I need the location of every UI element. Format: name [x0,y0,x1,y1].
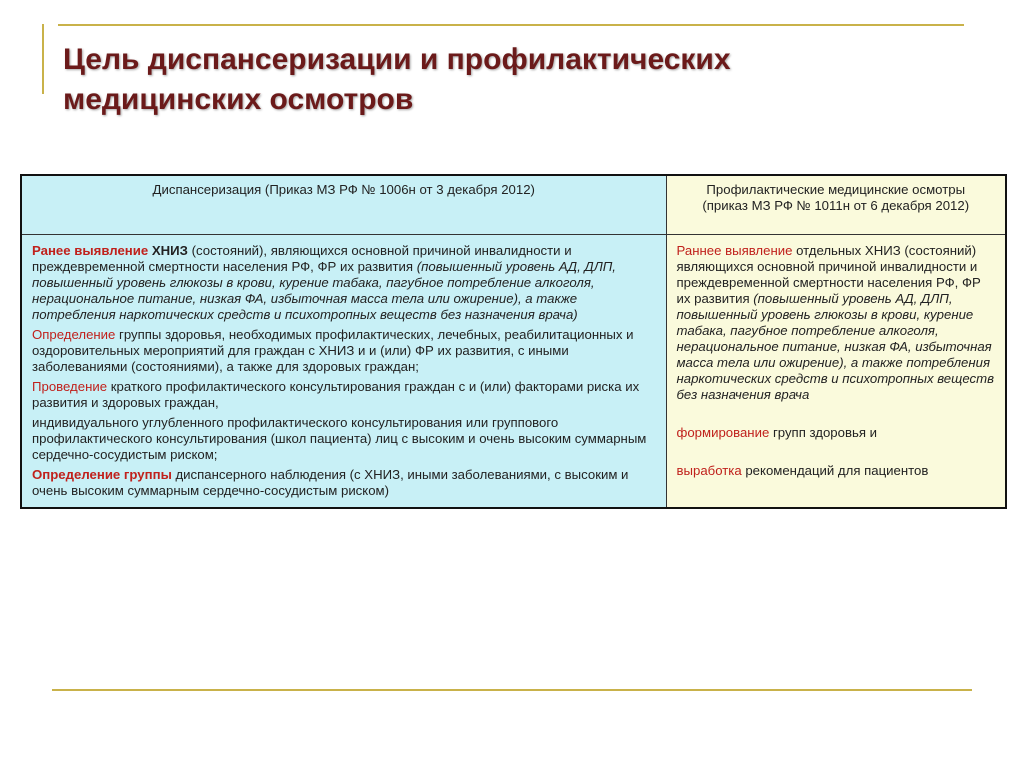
left-paragraph-consulting [32,379,656,411]
left-rule [42,24,44,94]
right-p3-text: рекомендаций для пациентов [741,463,929,478]
slide-title [63,40,963,120]
slide-title-line1: Цель диспансеризации и профилактических [63,43,731,76]
right-spacer-1 [677,407,996,425]
left-p5-lead: Определение группы [32,467,172,482]
left-p2-lead: Определение [32,327,116,342]
left-p4-text: индивидуального углубленного профилактического консультирования или группового профилактического консультирования (школ пациента) лиц с высоким и очень высоким суммарным сердечно-сосудистым риском; [32,415,647,462]
right-header-line1: Профилактические медицинские осмотры [706,182,966,197]
left-paragraph-determination [32,327,656,375]
left-p3-text: краткого профилактического консультирования граждан с и (или) факторами риска их развития и здоровых граждан, [32,379,640,410]
table-body-row [21,235,1006,509]
left-p1-lead: Ранее выявление [32,243,149,258]
left-p1-text: (состояний), являющихся основной причиной инвалидности и преждевременной смертности населения РФ, ФР их развития [32,243,572,274]
right-p2-text: групп здоровья и [769,425,877,440]
top-rule [58,24,964,26]
left-header-text: Диспансеризация (Приказ МЗ РФ № 1006н от 3 декабря 2012) [152,182,535,197]
table-header-row [21,175,1006,235]
comparison-table [20,174,1007,509]
right-column-header [666,175,1006,235]
right-p2-lead: формирование [676,425,770,440]
left-p1-lead-bold: ХНИЗ [148,243,188,258]
left-column-header [21,175,666,235]
right-header-line2: (приказ МЗ РФ № 1011н от 6 декабря 2012) [702,198,970,213]
left-column-body [21,235,666,509]
right-column-body [666,235,1006,509]
bottom-rule [52,689,972,691]
slide-title-line2: медицинских осмотров [63,83,414,116]
left-paragraph-individual-consulting [32,415,656,463]
left-p3-lead: Проведение [32,379,108,394]
left-paragraph-early-detection [32,243,656,323]
right-spacer-2 [677,445,996,463]
left-p1-italic: (повышенный уровень АД, ДЛП, повышенный уровень глюкозы в крови, курение табака, пагубное потребление алкоголя, нерациональное питание, низкая ФА, избыточная масса тела или ожирение), а также потребления наркотических средств и психотропных веществ без назначения врача) [32,259,616,322]
left-p5-text: диспансерного наблюдения (с ХНИЗ, иными заболеваниями, с высоким и очень высоким суммарным сердечно-сосудистым риском) [32,467,629,498]
right-paragraph-health-groups [677,425,996,441]
right-p1-lead: Раннее выявление [676,243,793,258]
left-p2-text: группы здоровья, необходимых профилактических, лечебных, реабилитационных и оздоровительных мероприятий для граждан с ХНИЗ и и (или) ФР их развития, с иными заболеваниями (состояниями), а также для здоровых граждан; [32,327,634,374]
right-p1-italic: (повышенный уровень АД, ДЛП, повышенный уровень глюкозы в крови, курение табака, пагубное потребление алкоголя, нерациональное питание, низкая ФА, избыточная масса тела или ожирение), а также потребления наркотических средств и психотропных веществ без назначения врача [676,291,995,402]
right-p1-text: отдельных ХНИЗ (состояний) являющихся основной причиной инвалидности и преждевременной смертности населения РФ, ФР их развития [676,243,981,306]
right-p3-lead: выработка [676,463,742,478]
right-paragraph-recommendations [677,463,996,479]
right-paragraph-early-detection [677,243,996,403]
left-paragraph-dispensary-group [32,467,656,499]
